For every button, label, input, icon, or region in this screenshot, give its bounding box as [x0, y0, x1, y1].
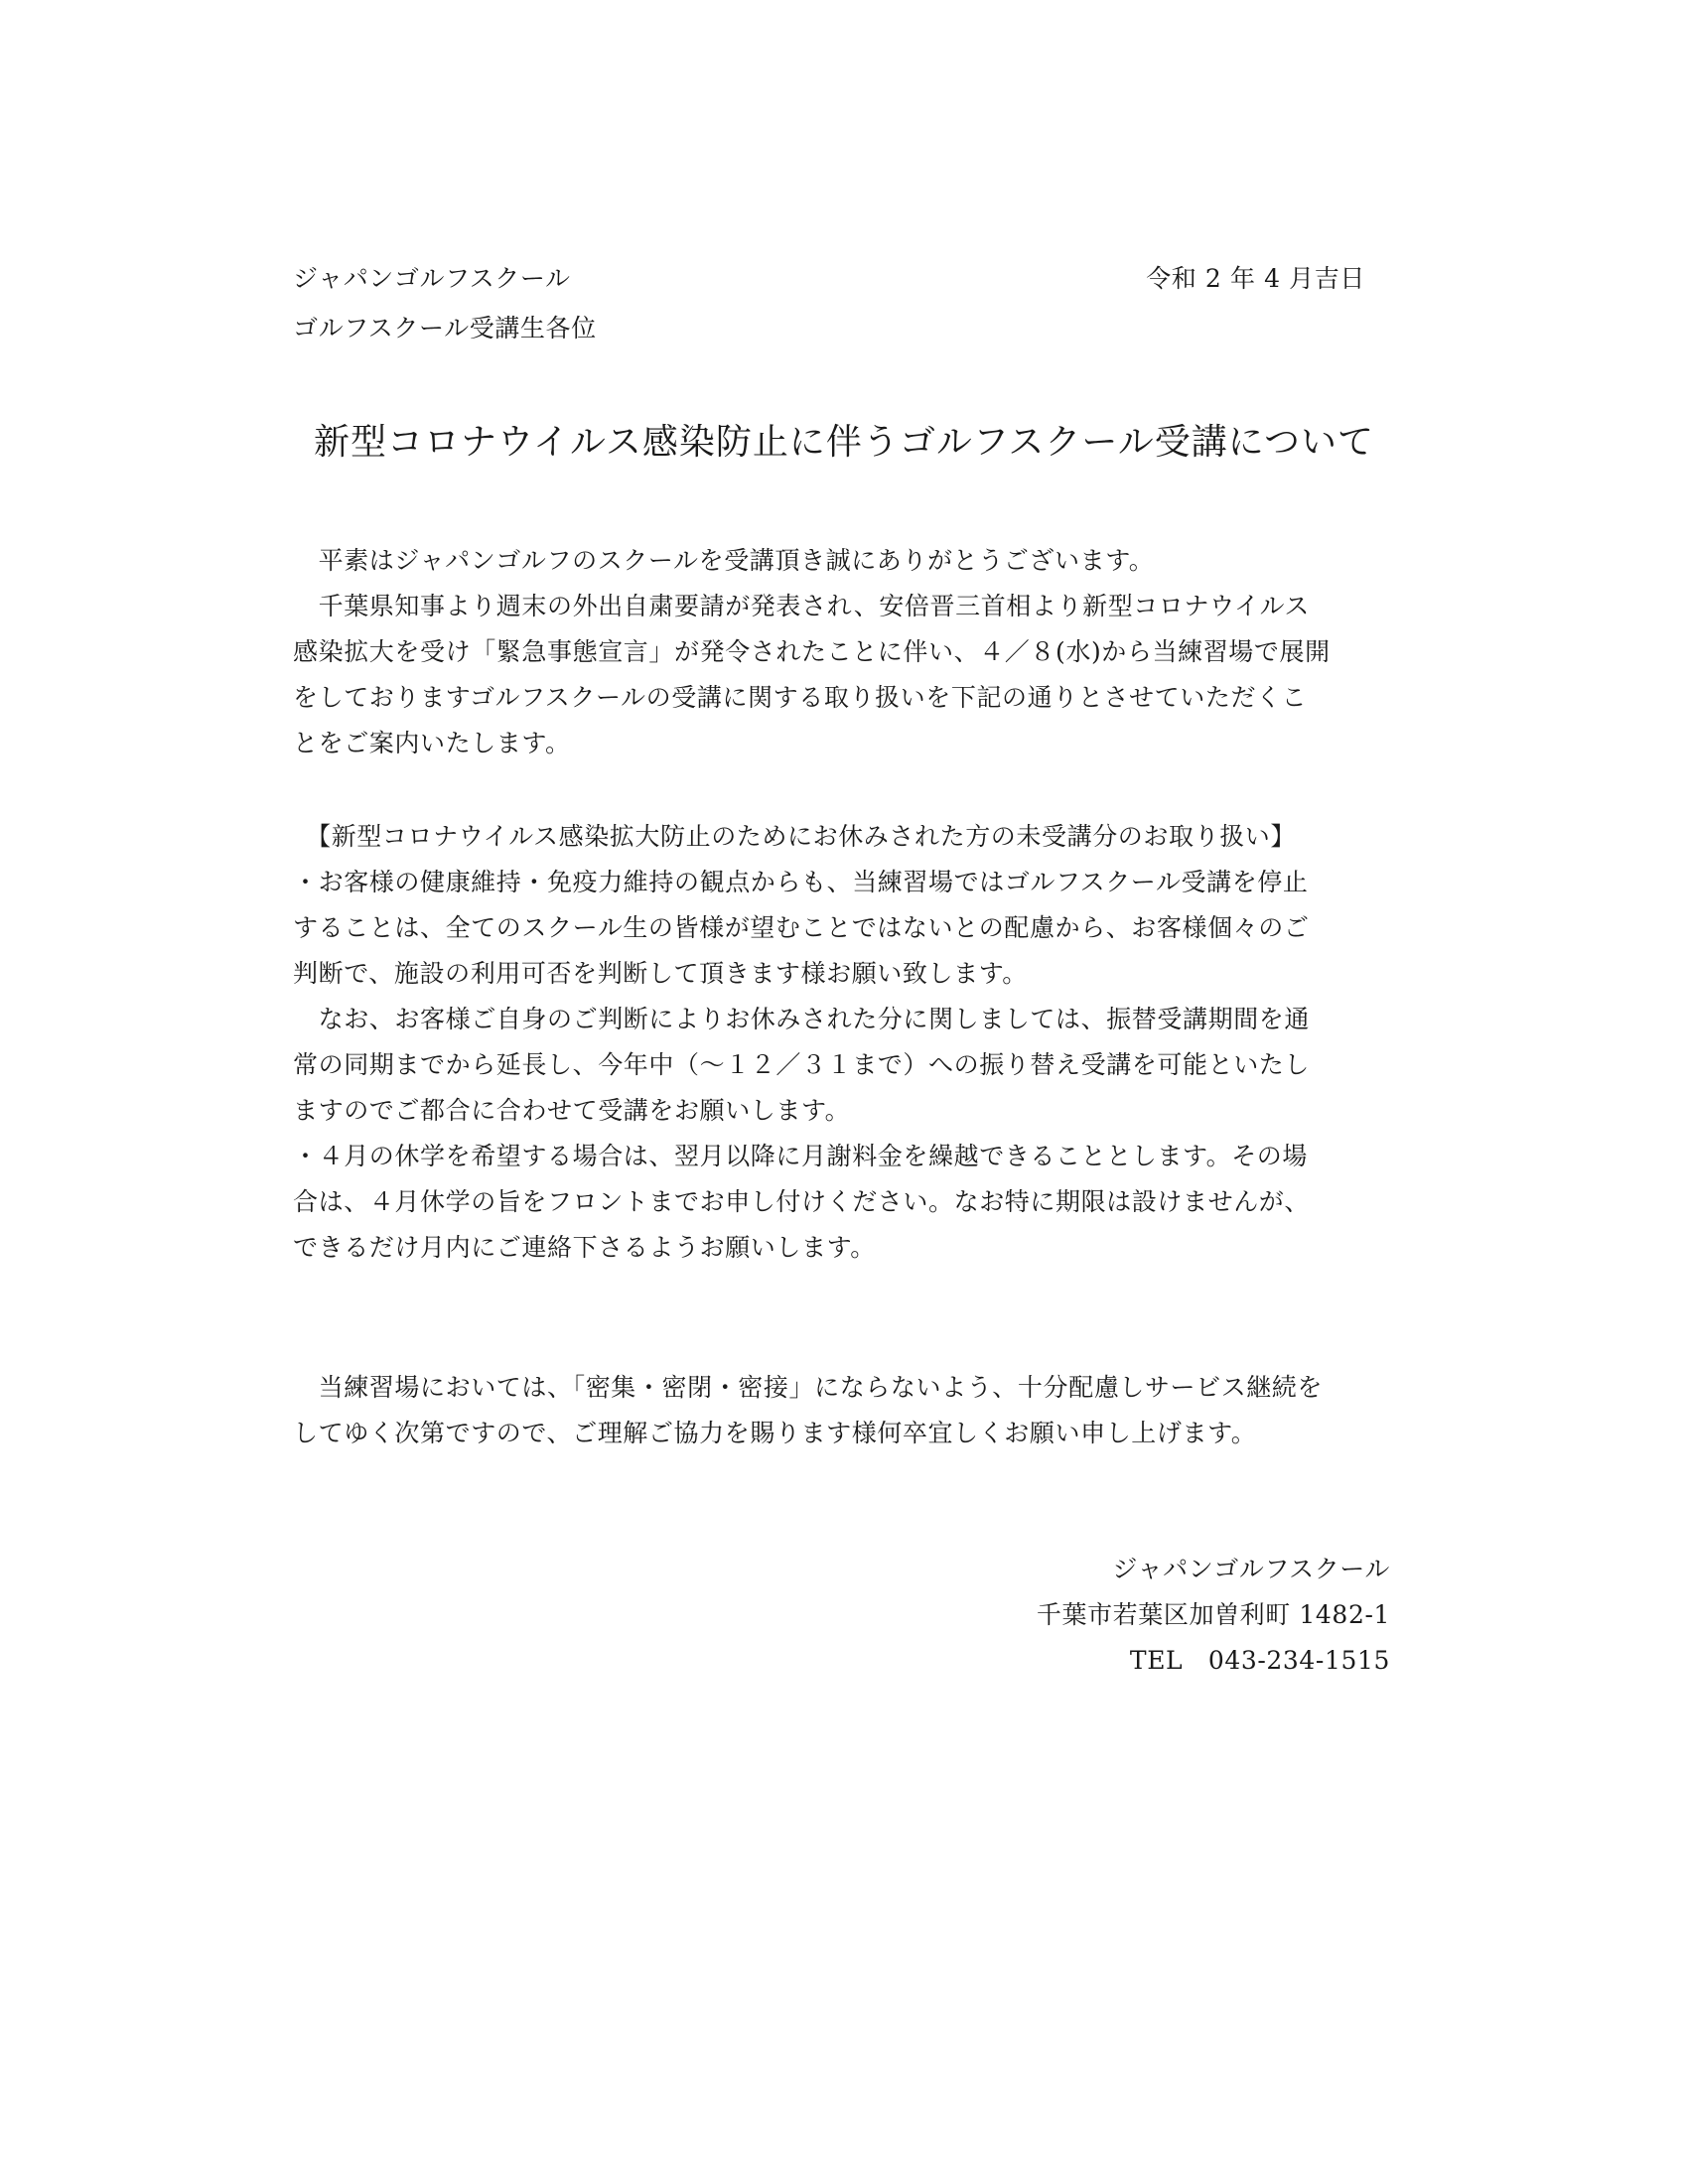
- section-line: ・４月の休学を希望する場合は、翌月以降に月謝料金を繰越できることとします。その場: [293, 1142, 1309, 1170]
- section-line: なお、お客様ご自身のご判断によりお休みされた分に関しましては、振替受講期間を通: [293, 1005, 1311, 1033]
- section-line: することは、全てのスクール生の皆様が望むことではないとの配慮から、お客様個々のご: [293, 913, 1310, 942]
- intro-line: 感染拡大を受け「緊急事態宣言」が発令されたことに伴い、４／８(水)から当練習場で展開: [293, 637, 1331, 666]
- section-line: できるだけ月内にご連絡下さるようお願いします。: [293, 1233, 876, 1262]
- section-line: 判断で、施設の利用可否を判断して頂きます様お願い致します。: [293, 959, 1028, 988]
- footer-address: 千葉市若葉区加曽利町 1482-1: [1036, 1600, 1390, 1629]
- section-line: 合は、４月休学の旨をフロントまでお申し付けください。なお特に期限は設けませんが、: [293, 1187, 1311, 1216]
- footer-tel: TEL 043-234-1515: [1129, 1646, 1390, 1675]
- sender-name: ジャパンゴルフスクール: [293, 264, 571, 293]
- section-line: 常の同期までから延長し、今年中（～１２／３１まで）への振り替え受講を可能といたし: [293, 1050, 1311, 1079]
- footer-name: ジャパンゴルフスクール: [1112, 1555, 1390, 1583]
- section-heading: 【新型コロナウイルス感染拡大防止のためにお休みされた方の未受講分のお取り扱い】: [293, 822, 1297, 851]
- intro-line: をしておりますゴルフスクールの受講に関する取り扱いを下記の通りとさせていただくこ: [293, 683, 1308, 712]
- document-title: 新型コロナウイルス感染防止に伴うゴルフスクール受講について: [314, 422, 1374, 463]
- closing-line: 当練習場においては、「密集・密閉・密接」にならないよう、十分配慮しサービス継続を: [293, 1373, 1324, 1402]
- section-line: ますのでご都合に合わせて受講をお願いします。: [293, 1096, 851, 1125]
- recipient: ゴルフスクール受講生各位: [293, 314, 597, 342]
- intro-line: 千葉県知事より週末の外出自粛要請が発表され、安倍晋三首相より新型コロナウイルス: [293, 592, 1311, 620]
- intro-line: とをご案内いたします。: [293, 729, 571, 757]
- section-line: ・お客様の健康維持・免疫力維持の観点からも、当練習場ではゴルフスクール受講を停止: [293, 868, 1309, 896]
- intro-line: 平素はジャパンゴルフのスクールを受講頂き誠にありがとうございます。: [293, 546, 1155, 575]
- closing-line: してゆく次第ですので、ご理解ご協力を賜ります様何卒宜しくお願い申し上げます。: [293, 1419, 1257, 1447]
- issue-date: 令和 2 年 4 月吉日: [1146, 264, 1365, 293]
